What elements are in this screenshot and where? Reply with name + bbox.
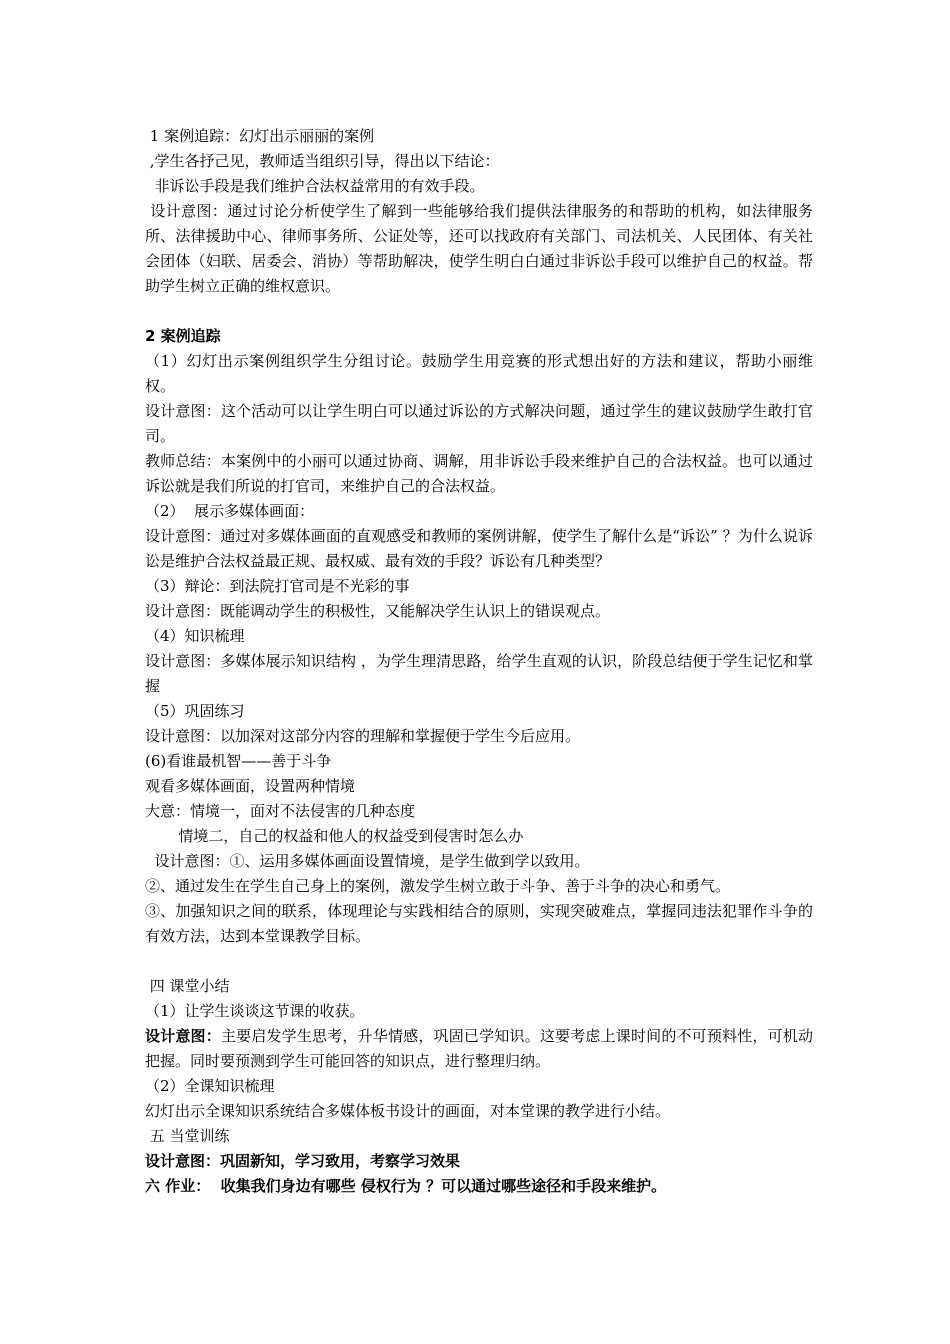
design-intent-text: 主要启发学生思考，升华情感，巩固已学知识。这要考虑上课时间的不可预料性，可机动把握。同时要预测到学生可能回答的知识点，进行整理归纳。 [145, 1027, 813, 1070]
case-tracking-2-heading: 2 案例追踪 [145, 327, 221, 345]
design-intent-2: 设计意图：这个活动可以让学生明白可以通过诉讼的方式解决问题，通过学生的建议鼓励学生敢打官司。 [145, 402, 813, 445]
student-discussion: ,学生各抒己见，教师适当组织引导，得出以下结论： [145, 152, 500, 170]
scenario-1: 大意：情境一，面对不法侵害的几种态度 [145, 802, 416, 820]
document-page [145, 124, 813, 1199]
teacher-summary: 教师总结：本案例中的小丽可以通过协商、调解，用非诉讼手段来维护自己的合法权益。也可以通过诉讼就是我们所说的打官司，来维护自己的合法权益。 [145, 452, 813, 495]
summary-step-2: （2）全课知识梳理 [145, 1077, 275, 1095]
design-intent-8 [145, 1024, 813, 1074]
section-4-heading: 四 课堂小结 [145, 977, 230, 995]
design-intent-9: 设计意图：巩固新知，学习致用，考察学习效果 [145, 1152, 461, 1170]
design-intent-7-item-2: ②、通过发生在学生自己身上的案例，激发学生树立敢于斗争、善于斗争的决心和勇气。 [145, 877, 731, 895]
watch-media: 观看多媒体画面，设置两种情境 [145, 777, 356, 795]
step-2: （2） 展示多媒体画面： [145, 502, 315, 520]
step-6: (6)看谁最机智——善于斗争 [145, 752, 332, 770]
design-intent-3: 设计意图：通过对多媒体画面的直观感受和教师的案例讲解，使学生了解什么是“诉讼” ？为什么说诉讼是维护合法权益最正规、最权威、最有效的手段？诉讼有几种类型？ [145, 527, 813, 570]
case-tracking-1: 1 案例追踪：幻灯出示丽丽的案例 [145, 127, 375, 145]
summary-slide: 幻灯出示全课知识系统结合多媒体板书设计的画面，对本堂课的教学进行小结。 [145, 1102, 671, 1120]
spacer [145, 299, 813, 324]
design-intent-label: 设计意图： [145, 1027, 221, 1045]
design-intent-6: 设计意图：以加深对这部分内容的理解和掌握便于学生今后应用。 [145, 727, 581, 745]
step-5: （5）巩固练习 [145, 702, 245, 720]
summary-step-1: （1）让学生谈谈这节课的收获。 [145, 1002, 365, 1020]
step-4: （4）知识梳理 [145, 627, 245, 645]
step-3: （3）辩论：到法院打官司是不光彩的事 [145, 577, 410, 595]
conclusion: 非诉讼手段是我们维护合法权益常用的有效手段。 [145, 177, 485, 195]
scenario-2: 情境二，自己的权益和他人的权益受到侵害时怎么办 [145, 827, 524, 845]
design-intent-1: 设计意图：通过讨论分析使学生了解到一些能够给我们提供法律服务的和帮助的机构，如法律服务所、法律援助中心、律师事务所、公证处等，还可以找政府有关部门、司法机关、人民团体、有关社会团体（妇联、居委会、消协）等帮助解决，使学生明白白通过非诉讼手段可以维护自己的权益。帮助学生树立正确的维权意识。 [145, 202, 813, 295]
design-intent-7-item-3: ③、加强知识之间的联系，体现理论与实践相结合的原则，实现突破难点，掌握同违法犯罪作斗争的有效方法，达到本堂课教学目标。 [145, 902, 813, 945]
homework: 六 作业： 收集我们身边有哪些 侵权行为 ？可以通过哪些途径和手段来维护。 [145, 1177, 667, 1195]
design-intent-5: 设计意图：多媒体展示知识结构 ，为学生理清思路，给学生直观的认识，阶段总结便于学生记忆和掌握 [145, 652, 813, 695]
design-intent-7: 设计意图：①、运用多媒体画面设置情境，是学生做到学以致用。 [145, 852, 590, 870]
section-5-heading: 五 当堂训练 [145, 1127, 230, 1145]
design-intent-4: 设计意图：既能调动学生的积极性，又能解决学生认识上的错误观点。 [145, 602, 611, 620]
step-1: （1）幻灯出示案例组织学生分组讨论。鼓励学生用竞赛的形式想出好的方法和建议，帮助小丽维权。 [145, 352, 813, 395]
spacer [145, 949, 813, 974]
